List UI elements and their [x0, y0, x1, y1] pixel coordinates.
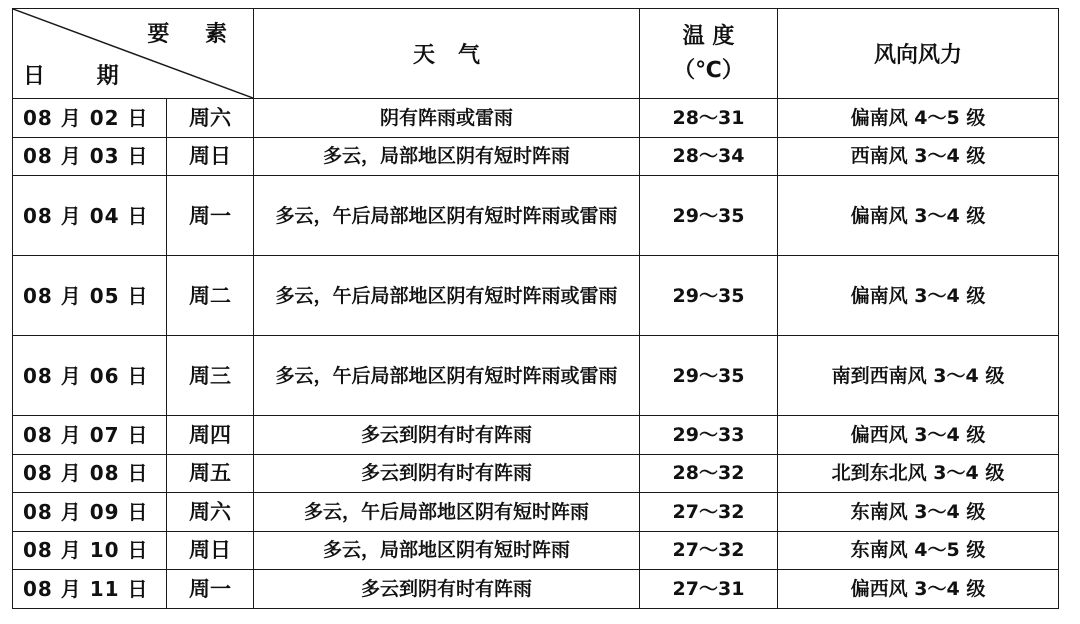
wind-cell: 偏南风 3～4 级: [778, 256, 1059, 336]
date-cell: 08 月 07 日: [13, 416, 167, 455]
weekday-cell: 周五: [167, 454, 254, 493]
date-cell: 08 月 02 日: [13, 99, 167, 138]
date-label: 日 期: [23, 64, 141, 89]
wind-cell: 北到东北风 3～4 级: [778, 454, 1059, 493]
weekday-cell: 周二: [167, 256, 254, 336]
table-row: [13, 493, 1059, 532]
date-cell: 08 月 11 日: [13, 570, 167, 609]
wind-cell: 西南风 3～4 级: [778, 137, 1059, 176]
weather-cell: 多云到阴有时有阵雨: [254, 454, 640, 493]
wind-cell: 偏南风 4～5 级: [778, 99, 1059, 138]
wind-header: 风向风力: [778, 9, 1059, 99]
wind-cell: 东南风 3～4 级: [778, 493, 1059, 532]
date-cell: 08 月 08 日: [13, 454, 167, 493]
table-row: [13, 416, 1059, 455]
temperature-cell: 27～32: [640, 531, 778, 570]
weekday-cell: 周一: [167, 570, 254, 609]
weather-cell: 多云，午后局部地区阴有短时阵雨或雷雨: [254, 336, 640, 416]
header-row: [13, 9, 1059, 99]
weather-cell: 阴有阵雨或雷雨: [254, 99, 640, 138]
date-cell: 08 月 03 日: [13, 137, 167, 176]
weather-cell: 多云，午后局部地区阴有短时阵雨: [254, 493, 640, 532]
diagonal-header-cell: [13, 9, 254, 99]
weekday-cell: 周日: [167, 137, 254, 176]
table-row: [13, 176, 1059, 256]
wind-cell: 偏西风 3～4 级: [778, 570, 1059, 609]
element-label: 要 素: [147, 22, 241, 47]
temperature-cell: 27～31: [640, 570, 778, 609]
weather-cell: 多云到阴有时有阵雨: [254, 570, 640, 609]
table-row: [13, 137, 1059, 176]
table-row: [13, 256, 1059, 336]
weather-cell: 多云，午后局部地区阴有短时阵雨或雷雨: [254, 176, 640, 256]
temperature-cell: 27～32: [640, 493, 778, 532]
wind-cell: 偏西风 3～4 级: [778, 416, 1059, 455]
temperature-cell: 28～32: [640, 454, 778, 493]
forecast-rows: [13, 99, 1059, 609]
temperature-cell: 29～35: [640, 256, 778, 336]
weekday-cell: 周三: [167, 336, 254, 416]
date-cell: 08 月 09 日: [13, 493, 167, 532]
date-cell: 08 月 04 日: [13, 176, 167, 256]
table-row: [13, 336, 1059, 416]
wind-cell: 偏南风 3～4 级: [778, 176, 1059, 256]
weekday-cell: 周日: [167, 531, 254, 570]
wind-cell: 东南风 4～5 级: [778, 531, 1059, 570]
weather-cell: 多云，局部地区阴有短时阵雨: [254, 137, 640, 176]
weather-cell: 多云，局部地区阴有短时阵雨: [254, 531, 640, 570]
weather-cell: 多云到阴有时有阵雨: [254, 416, 640, 455]
forecast-table: [12, 8, 1059, 609]
table-row: [13, 454, 1059, 493]
weather-header: 天 气: [254, 9, 640, 99]
table-row: [13, 99, 1059, 138]
temperature-header-unit: （℃）: [673, 57, 744, 83]
temperature-cell: 29～35: [640, 176, 778, 256]
table-row: [13, 570, 1059, 609]
temperature-header: [640, 9, 778, 99]
date-cell: 08 月 10 日: [13, 531, 167, 570]
temperature-cell: 29～33: [640, 416, 778, 455]
weekday-cell: 周一: [167, 176, 254, 256]
table-row: [13, 531, 1059, 570]
date-cell: 08 月 06 日: [13, 336, 167, 416]
date-cell: 08 月 05 日: [13, 256, 167, 336]
wind-cell: 南到西南风 3～4 级: [778, 336, 1059, 416]
weekday-cell: 周六: [167, 99, 254, 138]
weather-cell: 多云，午后局部地区阴有短时阵雨或雷雨: [254, 256, 640, 336]
temperature-cell: 28～34: [640, 137, 778, 176]
temperature-cell: 28～31: [640, 99, 778, 138]
temperature-header-line1: 温 度: [682, 23, 735, 49]
weekday-cell: 周六: [167, 493, 254, 532]
weekday-cell: 周四: [167, 416, 254, 455]
temperature-cell: 29～35: [640, 336, 778, 416]
